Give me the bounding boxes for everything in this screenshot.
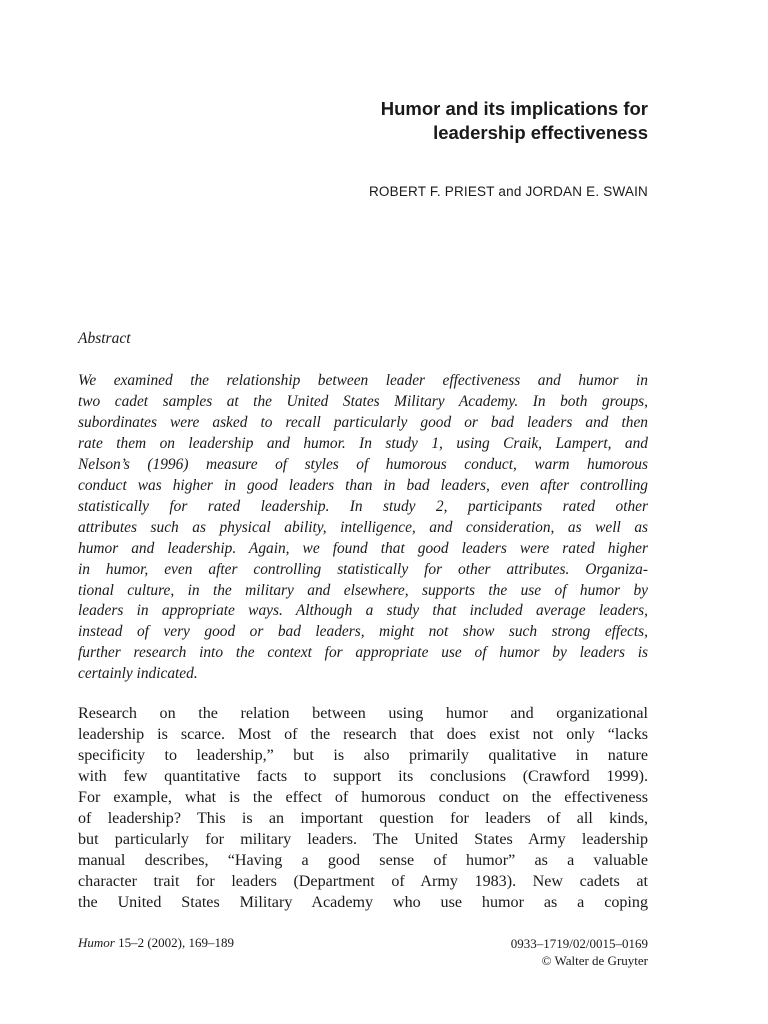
abstract-line: attributes such as physical ability, intelligence, and consideration, as well as: [78, 518, 648, 536]
abstract-line: We examined the relationship between leader effectiveness and humor in: [78, 372, 648, 389]
paper-title: [168, 97, 648, 145]
volume-pages: 15–2 (2002), 169–189: [114, 935, 235, 950]
body-line: with few quantitative facts to support its conclusions (Crawford 1999).: [78, 767, 648, 785]
paper-page: [78, 0, 648, 1024]
abstract-heading: Abstract: [78, 330, 131, 347]
abstract-line: further research into the context for appropriate use of humor by leaders is: [78, 644, 648, 662]
abstract-line: in humor, even after controlling statistically for other attributes. Organiza-: [78, 560, 648, 578]
journal-name: Humor: [78, 935, 115, 950]
abstract-line: tional culture, in the military and elsewhere, supports the use of humor by: [78, 581, 648, 599]
abstract-line: leaders in appropriate ways. Although a study that included average leaders,: [78, 602, 648, 620]
abstract-line: rate them on leadership and humor. In study 1, using Craik, Lampert, and: [78, 434, 648, 452]
abstract-line: conduct was higher in good leaders than in bad leaders, even after controlling: [78, 476, 648, 494]
publisher-name: © Walter de Gruyter: [541, 953, 648, 968]
journal-citation: [78, 935, 234, 951]
publisher-info: [511, 935, 648, 969]
body-line: of leadership? This is an important question for leaders of all kinds,: [78, 809, 648, 827]
title-line-1: Humor and its implications for: [380, 98, 648, 119]
body-line: specificity to leadership,” but is also primarily qualitative in nature: [78, 746, 648, 764]
abstract-line: Nelson’s (1996) measure of styles of humorous conduct, warm humorous: [78, 455, 648, 473]
body-line: the United States Military Academy who use humor as a coping: [78, 893, 648, 911]
abstract-line: statistically for rated leadership. In study 2, participants rated other: [78, 497, 648, 515]
abstract-line: two cadet samples at the United States Military Academy. In both groups,: [78, 392, 648, 410]
title-line-2: leadership effectiveness: [433, 122, 648, 143]
abstract-line: humor and leadership. Again, we found that good leaders were rated higher: [78, 539, 648, 557]
abstract-line: subordinates were asked to recall particularly good or bad leaders and then: [78, 413, 648, 431]
body-line: leadership is scarce. Most of the research that does exist not only “lacks: [78, 725, 648, 743]
abstract-line: certainly indicated.: [78, 665, 198, 683]
author-list: ROBERT F. PRIEST and JORDAN E. SWAIN: [368, 184, 648, 199]
abstract-text: [78, 371, 648, 685]
body-line: character trait for leaders (Department of Army 1983). New cadets at: [78, 872, 648, 890]
abstract-line: instead of very good or bad leaders, might not show such strong effects,: [78, 623, 648, 641]
body-line: but particularly for military leaders. The United States Army leadership: [78, 830, 648, 848]
issn-code: 0933–1719/02/0015–0169: [510, 936, 648, 951]
body-line: manual describes, “Having a good sense of humor” as a valuable: [78, 851, 648, 869]
body-line: For example, what is the effect of humorous conduct on the effectiveness: [78, 788, 648, 806]
body-paragraph: [78, 704, 648, 914]
body-line: Research on the relation between using humor and organizational: [78, 705, 648, 722]
